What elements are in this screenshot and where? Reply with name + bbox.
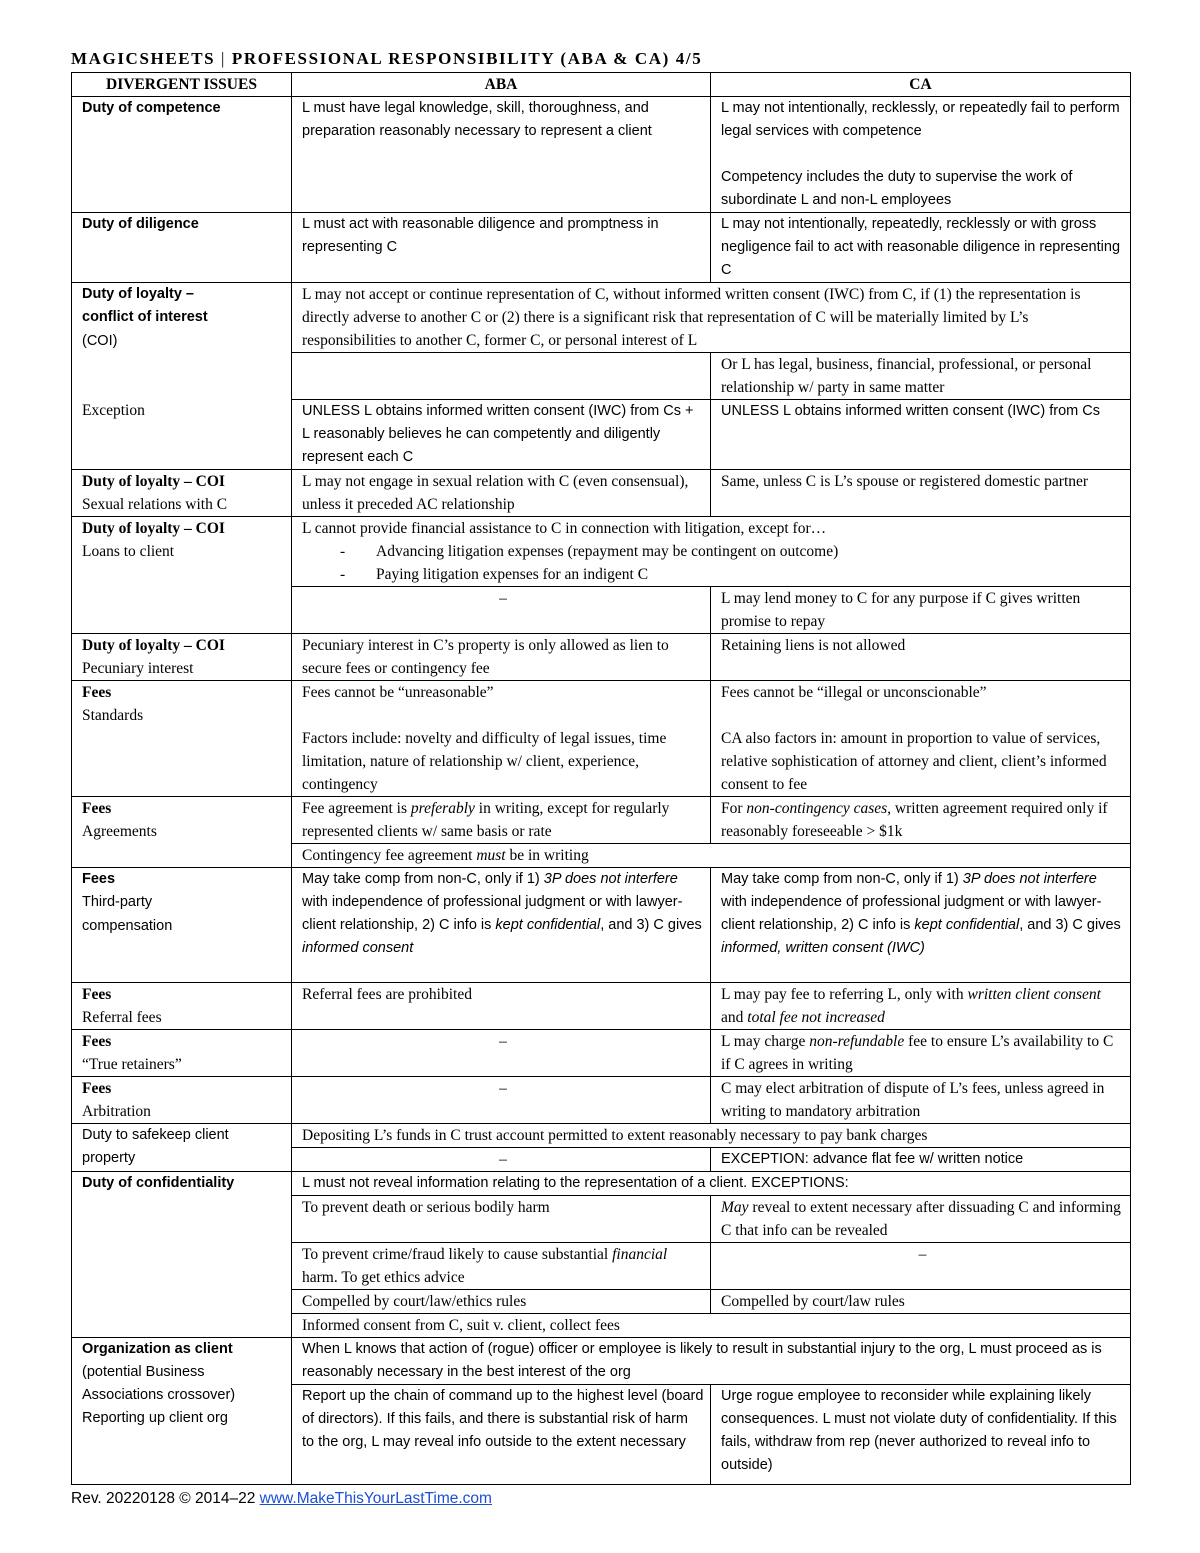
aba-text: harm. To get ethics advice <box>302 1269 465 1286</box>
table-row <box>72 1030 1131 1077</box>
ca-text: fee to ensure L’s availability to C if C agrees in writing <box>721 1033 1114 1073</box>
ca-cell: Urge rogue employee to reconsider while explaining likely consequences. L must not violate duty of confidentiality. If this fails, withdraw from rep (never authorized to reveal info to outside) <box>711 1385 1131 1485</box>
table-row <box>72 634 1131 681</box>
comparison-table <box>71 72 1131 1485</box>
issue-subtitle: (COI) <box>82 333 118 349</box>
ca-text: CA also factors in: amount in proportion to value of services, relative sophistication of attorney and client, client’s informed consent to fee <box>721 730 1107 793</box>
row-issue <box>72 470 292 517</box>
shared-cell <box>292 844 1131 868</box>
issue-subtitle: “True retainers” <box>82 1056 182 1073</box>
ca-text: Fees cannot be “illegal or unconscionable” <box>721 684 987 701</box>
aba-cell: UNLESS L obtains informed written consent (IWC) from Cs + L reasonably believes he can competently and diligently represent each C <box>292 400 711 470</box>
issue-title: Fees <box>82 1033 112 1050</box>
ca-cell <box>711 1030 1131 1077</box>
ca-cell: UNLESS L obtains informed written consent (IWC) from Cs <box>711 400 1131 470</box>
ca-cell <box>711 681 1131 797</box>
table-row <box>72 1077 1131 1124</box>
table-header-row <box>72 73 1131 97</box>
row-issue: Duty to safekeep client property <box>72 1124 292 1172</box>
issue-subtitle: compensation <box>82 918 173 934</box>
row-issue <box>72 1077 292 1124</box>
aba-cell: – <box>292 1030 711 1077</box>
aba-text: Factors include: novelty and difficulty of legal issues, time limitation, nature of relationship w/ client, experience, contingency <box>302 730 667 793</box>
issue-subtitle: Standards <box>82 707 144 724</box>
row-issue <box>72 797 292 868</box>
list-item: - Paying litigation expenses for an indigent C <box>340 563 1124 586</box>
issue-title: Fees <box>82 871 116 887</box>
website-link[interactable]: www.MakeThisYourLastTime.com <box>259 1490 492 1507</box>
issue-title: conflict of interest <box>82 309 208 325</box>
issue-subtitle: Loans to client <box>82 543 175 560</box>
issue-title: Duty of diligence <box>82 216 199 232</box>
table-row <box>72 213 1131 283</box>
shared-text: Contingency fee agreement <box>302 847 477 864</box>
shared-cell: L may not accept or continue representation of C, without informed written consent (IWC) from C, if (1) the representation is directly adverse to another C or (2) there is a significant risk that representation of C will be materially limited by L’s responsibilities to another C, former C, or personal interest of L <box>292 283 1131 353</box>
issue-subtitle: Agreements <box>82 823 157 840</box>
aba-cell: Report up the chain of command up to the highest level (board of directors). If this fails, and there is substantial risk of harm to the org, L may reveal info outside to the extent necessary <box>292 1385 711 1485</box>
issue-title: Fees <box>82 684 112 701</box>
column-header-issues: DIVERGENT ISSUES <box>72 73 292 97</box>
issue-subtitle: (potential Business <box>82 1364 205 1380</box>
aba-text: in writing, except for regularly represented clients w/ same basis or rate <box>302 800 670 840</box>
table-row <box>72 517 1131 587</box>
aba-cell <box>292 797 711 844</box>
ca-emphasis: 3P does not interfere <box>962 871 1097 887</box>
issue-title: Organization as client <box>82 1341 233 1357</box>
aba-cell <box>292 868 711 983</box>
table-row <box>72 1124 1131 1148</box>
ca-cell <box>711 1196 1131 1243</box>
shared-text: be in writing <box>505 847 589 864</box>
ca-cell <box>711 983 1131 1030</box>
ca-cell: L may lend money to C for any purpose if C gives written promise to repay <box>711 587 1131 634</box>
aba-emphasis: informed consent <box>302 940 414 956</box>
shared-cell: Depositing L’s funds in C trust account permitted to extent reasonably necessary to pay bank charges <box>292 1124 1131 1148</box>
ca-cell: L may not intentionally, repeatedly, recklessly or with gross negligence fail to act with reasonable diligence in representing C <box>711 213 1131 283</box>
table-row <box>72 868 1131 983</box>
ca-cell: Or L has legal, business, financial, professional, or personal relationship w/ party in same matter <box>711 353 1131 400</box>
row-issue <box>72 1338 292 1485</box>
revision-text: Rev. 20220128 © 2014–22 <box>71 1490 260 1507</box>
ca-cell: – <box>711 1243 1131 1290</box>
ca-cell: Compelled by court/law rules <box>711 1290 1131 1314</box>
issue-title: Fees <box>82 986 112 1003</box>
column-header-aba: ABA <box>292 73 711 97</box>
aba-cell <box>292 353 711 400</box>
ca-emphasis: kept confidential <box>914 917 1020 933</box>
brand-name: MAGICSHEETS <box>71 49 216 68</box>
aba-text: Fee agreement is <box>302 800 411 817</box>
table-row <box>72 283 1131 353</box>
ca-text: May take comp from non-C, only if 1) <box>721 871 963 887</box>
aba-emphasis: preferably <box>410 800 475 817</box>
page <box>71 48 1130 1485</box>
row-issue <box>72 983 292 1030</box>
row-issue <box>72 681 292 797</box>
ca-text: Competency includes the duty to supervise the work of subordinate L and non-L employees <box>721 169 1073 208</box>
aba-cell: L must act with reasonable diligence and promptness in representing C <box>292 213 711 283</box>
table-row <box>72 470 1131 517</box>
ca-emphasis: informed, written consent (IWC) <box>721 940 925 956</box>
table-row <box>72 983 1131 1030</box>
subject-title: PROFESSIONAL RESPONSIBILITY (ABA & CA) 4/5 <box>231 49 703 68</box>
footer <box>71 1490 492 1508</box>
row-issue <box>72 1030 292 1077</box>
ca-text: written agreement required only if reasonably foreseeable > $1k <box>721 800 1108 840</box>
aba-text: with independence of professional judgment or with lawyer-client relationship, 2) C info is <box>302 894 683 933</box>
issue-subtitle: Sexual relations with C <box>82 496 228 513</box>
ca-cell: Same, unless C is L’s spouse or registered domestic partner <box>711 470 1131 517</box>
aba-emphasis: kept confidential <box>495 917 601 933</box>
shared-text: L cannot provide financial assistance to C in connection with litigation, except for… <box>302 520 827 537</box>
aba-emphasis: 3P does not interfere <box>543 871 678 887</box>
ca-cell: Retaining liens is not allowed <box>711 634 1131 681</box>
page-title <box>71 48 1130 72</box>
ca-emphasis: non-contingency cases, <box>746 800 892 817</box>
aba-cell: Compelled by court/law/ethics rules <box>292 1290 711 1314</box>
issue-subtitle: Exception <box>82 402 145 419</box>
shared-cell <box>292 517 1131 587</box>
ca-text: reveal to extent necessary after dissuading C and informing C that info can be revealed <box>721 1199 1121 1239</box>
issue-subtitle: Reporting up client org <box>82 1410 228 1426</box>
aba-cell: L may not engage in sexual relation with C (even consensual), unless it preceded AC relationship <box>292 470 711 517</box>
issue-title: Duty of loyalty – COI <box>82 637 225 654</box>
issue-subtitle: Third-party <box>82 894 153 910</box>
ca-emphasis: total fee not increased <box>747 1009 885 1026</box>
ca-cell <box>711 797 1131 844</box>
table-row <box>72 1172 1131 1196</box>
table-row <box>72 1338 1131 1385</box>
ca-emphasis: written client consent <box>967 986 1101 1003</box>
aba-text: , and 3) C gives <box>600 917 702 933</box>
aba-text: To prevent crime/fraud likely to cause substantial <box>302 1246 613 1263</box>
aba-cell: Referral fees are prohibited <box>292 983 711 1030</box>
ca-text: L may charge <box>721 1033 810 1050</box>
table-row <box>72 681 1131 797</box>
row-issue <box>72 517 292 634</box>
issue-title: Duty of loyalty – COI <box>82 473 225 490</box>
table-row <box>72 97 1131 213</box>
aba-cell: – <box>292 587 711 634</box>
ca-text: For <box>721 800 747 817</box>
aba-cell <box>292 1243 711 1290</box>
row-issue <box>72 213 292 283</box>
ca-text: L may not intentionally, recklessly, or repeatedly fail to perform legal services with competence <box>721 100 1120 139</box>
column-header-ca: CA <box>711 73 1131 97</box>
ca-cell <box>711 868 1131 983</box>
row-issue <box>72 868 292 983</box>
aba-cell: To prevent death or serious bodily harm <box>292 1196 711 1243</box>
aba-cell <box>292 681 711 797</box>
issue-title: Duty of loyalty – COI <box>82 520 225 537</box>
shared-emphasis: must <box>476 847 506 864</box>
ca-text: and <box>721 1009 748 1026</box>
row-issue <box>72 97 292 213</box>
ca-emphasis: non-refundable <box>809 1033 905 1050</box>
list-item: - Advancing litigation expenses (repayment may be contingent on outcome) <box>340 540 1124 563</box>
issue-subtitle: Arbitration <box>82 1103 151 1120</box>
row-issue <box>72 634 292 681</box>
ca-emphasis: May <box>721 1199 749 1216</box>
issue-title: Fees <box>82 800 112 817</box>
aba-cell: – <box>292 1148 711 1172</box>
title-separator: | <box>215 49 232 68</box>
issue-title: Duty of loyalty – <box>82 286 194 302</box>
issue-title: Fees <box>82 1080 112 1097</box>
row-issue <box>72 283 292 470</box>
ca-text: L may pay fee to referring L, only with <box>721 986 968 1003</box>
ca-cell: C may elect arbitration of dispute of L’s fees, unless agreed in writing to mandatory arbitration <box>711 1077 1131 1124</box>
issue-subtitle: Pecuniary interest <box>82 660 194 677</box>
aba-cell: – <box>292 1077 711 1124</box>
aba-cell: L must have legal knowledge, skill, thoroughness, and preparation reasonably necessary to represent a client <box>292 97 711 213</box>
ca-cell: EXCEPTION: advance flat fee w/ written notice <box>711 1148 1131 1172</box>
ca-text: , and 3) C gives <box>1019 917 1121 933</box>
ca-text: with independence of professional judgment or with lawyer-client relationship, 2) C info is <box>721 894 1102 933</box>
ca-cell <box>711 97 1131 213</box>
issue-title: Duty of confidentiality <box>82 1175 235 1191</box>
table-row <box>72 797 1131 844</box>
row-issue <box>72 1172 292 1338</box>
shared-cell: When L knows that action of (rogue) officer or employee is likely to result in substantial injury to the org, L must proceed as is reasonably necessary in the best interest of the org <box>292 1338 1131 1385</box>
shared-cell: Informed consent from C, suit v. client, collect fees <box>292 1314 1131 1338</box>
aba-cell: Pecuniary interest in C’s property is only allowed as lien to secure fees or contingency fee <box>292 634 711 681</box>
issue-subtitle: Referral fees <box>82 1009 162 1026</box>
aba-text: Fees cannot be “unreasonable” <box>302 684 494 701</box>
aba-text: May take comp from non-C, only if 1) <box>302 871 544 887</box>
issue-title: Duty of competence <box>82 100 221 116</box>
issue-subtitle: Associations crossover) <box>82 1387 236 1403</box>
shared-cell: L must not reveal information relating to the representation of a client. EXCEPTIONS: <box>292 1172 1131 1196</box>
exception-list <box>302 540 1124 586</box>
aba-emphasis: financial <box>612 1246 668 1263</box>
